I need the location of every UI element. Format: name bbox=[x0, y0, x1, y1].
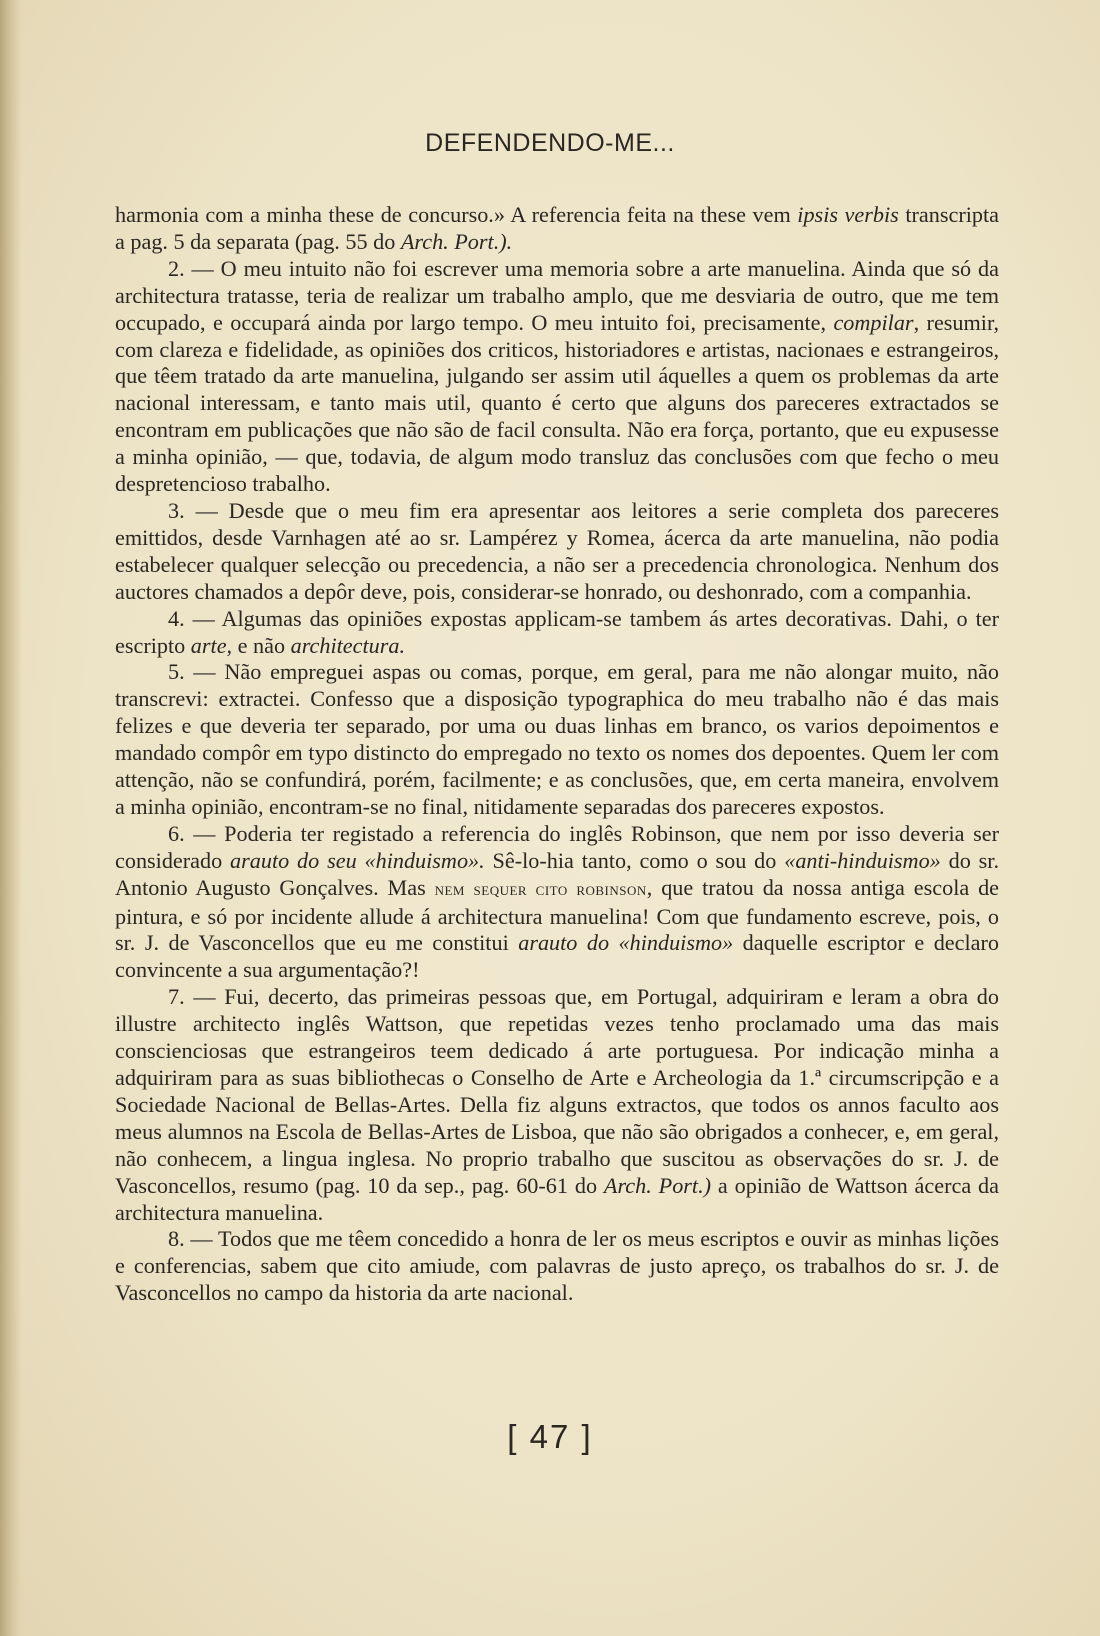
text-run: 8. — Todos que me têem concedido a honra de ler os meus escriptos e ouvir as minhas lições e conferencias, sabem que cito amiude, com palavras de justo apreço, os trabalhos do sr. J. de Vasconcellos no campo da historia da arte nacional. bbox=[115, 1226, 999, 1306]
page-binding-edge bbox=[0, 0, 22, 1636]
italic-text: architectura. bbox=[290, 632, 406, 658]
paragraph bbox=[115, 256, 999, 498]
small-caps-text: nem sequer cito robinson bbox=[434, 878, 647, 900]
italic-text: Arch. Port.) bbox=[603, 1172, 712, 1198]
text-run: e não bbox=[232, 632, 291, 658]
italic-text: «anti-hinduismo» bbox=[784, 847, 941, 873]
italic-text: arauto do seu «hinduismo». bbox=[230, 847, 485, 873]
paragraph bbox=[115, 984, 999, 1226]
text-run: 7. — Fui, decerto, das primeiras pessoas que, em Portugal, adquiriram e leram a obra do illustre architecto inglês Wattson, que repetidas vezes tenho proclamado uma das mais conscienciosas que estrangeiros teem dedicado á arte portuguesa. Por indicação minha a adquiriram para as suas bibliothecas o Conselho de Arte e Archeologia da 1.ª circumscripção e a Sociedade Nacional de Bellas-Artes. Della fiz alguns extractos, que todos os annos faculto aos meus alumnos na Escola de Bellas-Artes de Lisboa, que não são obrigados a conhecer, e, em geral, não conhecem, a lingua inglesa. No proprio trabalho que suscitou as observações do sr. J. de Vasconcellos, resumo (pag. 10 da sep., pag. 60-61 do bbox=[115, 984, 999, 1198]
italic-text: ipsis verbis bbox=[797, 202, 899, 227]
text-run: daquelle escriptor e declaro convincente a sua argumentação?! bbox=[115, 930, 999, 983]
paragraph bbox=[115, 1226, 999, 1307]
text-run: transcripta a pag. 5 da separata (pag. 55 do bbox=[115, 202, 999, 254]
body-text bbox=[115, 202, 999, 1307]
paragraph bbox=[115, 659, 999, 820]
italic-text: Arch. Port.). bbox=[400, 228, 513, 254]
italic-text: compilar bbox=[833, 309, 914, 335]
italic-text: arauto do «hinduismo» bbox=[518, 930, 734, 956]
text-run: 2. — O meu intuito não foi escrever uma memoria sobre a arte manuelina. Ainda que só da architectura tratasse, teria de realizar um trabalho amplo, que me desviaria de outro, que me tem occupado, e occupará ainda por largo tempo. O meu intuito foi, precisamente, bbox=[115, 255, 999, 335]
text-run: , resumir, com clareza e fidelidade, as opiniões dos criticos, historiadores e artistas, nacionaes e estrangeiros, que têem tratado da arte manuelina, julgando ser assim util áquelles a quem os problemas da arte nacional interessam, e tanto mais util, quanto é certo que alguns dos pareceres extractados se encontram em publicações que não são de facil consulta. Não era força, portanto, que eu expusesse a minha opinião, — que, todavia, de algum modo transluz das conclusões com que fecho o meu despretencioso trabalho. bbox=[115, 309, 999, 497]
paragraph bbox=[115, 498, 999, 606]
text-run: Sê-lo-hia tanto, como o sou do bbox=[484, 847, 785, 873]
paragraph bbox=[115, 821, 999, 984]
paragraph bbox=[115, 202, 999, 256]
text-run: 5. — Não empreguei aspas ou comas, porque, em geral, para me não alongar muito, não transcrevi: extractei. Confesso que a disposição typographica do meu trabalho não é das mais felizes e que deveria ter separado, por uma ou duas linhas em branco, os varios depoimentos e mandado compôr em typo distincto do empregado no texto os nomes dos depoentes. Quem ler com attenção, não se confundirá, porém, facilmente; e as conclusões, que, em certa maneira, envolvem a minha opinião, encontram-se no final, nitidamente separadas dos pareceres expostos. bbox=[115, 659, 999, 819]
running-header: DEFENDENDO-ME... bbox=[425, 129, 675, 157]
paragraph bbox=[115, 606, 999, 660]
text-run: 6. — Poderia ter registado a referencia do inglês Robinson, que nem por isso deveria ser considerado bbox=[115, 820, 999, 873]
italic-text: arte, bbox=[190, 632, 233, 658]
text-run: do sr. Antonio Augusto Gonçalves. Mas bbox=[115, 847, 999, 900]
text-run: 3. — Desde que o meu fim era apresentar aos leitores a serie completa dos pareceres emittidos, desde Varnhagen até ao sr. Lampérez y Romea, ácerca da arte manuelina, não podia estabelecer qualquer selecção ou precedencia, a não ser a precedencia chronologica. Nenhum dos auctores chamados a depôr deve, pois, considerar-se honrado, ou deshonrado, com a companhia. bbox=[115, 497, 999, 604]
text-run: , que tratou da nossa antiga escola de pintura, e só por incidente allude á architectura manuelina! Com que fundamento escreve, pois, o sr. J. de Vasconcellos que eu me constitui bbox=[115, 874, 1000, 956]
text-run: 4. — Algumas das opiniões expostas applicam-se tambem ás artes decorativas. Dahi, o ter escripto bbox=[115, 605, 999, 658]
text-run: a opinião de Wattson ácerca da architectura manuelina. bbox=[115, 1172, 999, 1225]
text-run: harmonia com a minha these de concurso.» A referencia feita na these vem bbox=[115, 202, 798, 227]
page-number: [ 47 ] bbox=[507, 1418, 593, 1455]
